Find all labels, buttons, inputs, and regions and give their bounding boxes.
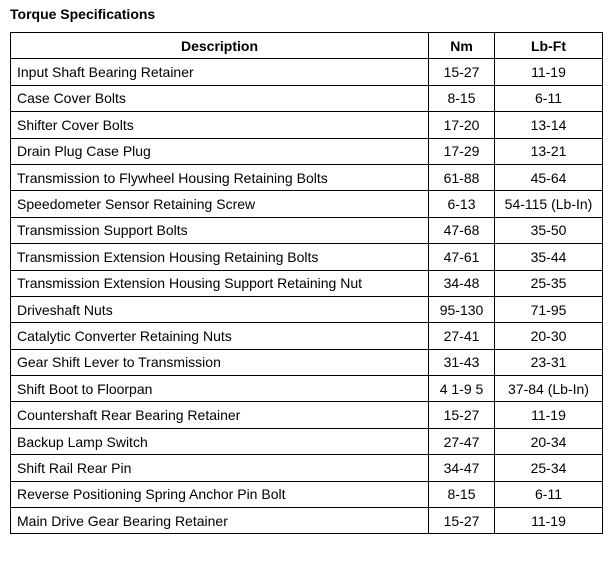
cell-description: Transmission Extension Housing Retaining Bolts [11,244,429,270]
cell-lbft: 13-14 [495,112,603,138]
table-row [11,270,603,296]
cell-lbft: 11-19 [495,508,603,534]
cell-nm: 34-48 [429,270,495,296]
cell-nm: 47-61 [429,244,495,270]
table-row [11,428,603,454]
cell-lbft: 71-95 [495,296,603,322]
cell-lbft: 13-21 [495,138,603,164]
cell-description: Catalytic Converter Retaining Nuts [11,323,429,349]
cell-description: Drain Plug Case Plug [11,138,429,164]
table-row [11,112,603,138]
table-row [11,323,603,349]
cell-description: Main Drive Gear Bearing Retainer [11,508,429,534]
cell-description: Countershaft Rear Bearing Retainer [11,402,429,428]
cell-lbft: 20-34 [495,428,603,454]
cell-lbft: 11-19 [495,59,603,85]
cell-description: Input Shaft Bearing Retainer [11,59,429,85]
table-row [11,138,603,164]
cell-nm: 27-47 [429,428,495,454]
table-row [11,164,603,190]
header-lbft: Lb-Ft [495,33,603,59]
cell-nm: 27-41 [429,323,495,349]
cell-lbft: 6-11 [495,85,603,111]
cell-lbft: 45-64 [495,164,603,190]
table-row [11,191,603,217]
table-row [11,349,603,375]
cell-description: Gear Shift Lever to Transmission [11,349,429,375]
header-description: Description [11,33,429,59]
cell-lbft: 25-35 [495,270,603,296]
table-row [11,376,603,402]
table-row [11,244,603,270]
table-row [11,402,603,428]
cell-description: Transmission to Flywheel Housing Retaining Bolts [11,164,429,190]
table-row [11,217,603,243]
table-row [11,59,603,85]
cell-lbft: 20-30 [495,323,603,349]
cell-nm: 4 1-9 5 [429,376,495,402]
cell-nm: 15-27 [429,59,495,85]
cell-description: Transmission Extension Housing Support Retaining Nut [11,270,429,296]
cell-lbft: 35-50 [495,217,603,243]
cell-nm: 61-88 [429,164,495,190]
cell-nm: 95-130 [429,296,495,322]
cell-lbft: 37-84 (Lb-In) [495,376,603,402]
cell-nm: 8-15 [429,85,495,111]
cell-lbft: 6-11 [495,481,603,507]
cell-nm: 17-20 [429,112,495,138]
cell-nm: 34-47 [429,455,495,481]
cell-lbft: 54-115 (Lb-In) [495,191,603,217]
table-row [11,296,603,322]
table-row [11,85,603,111]
cell-nm: 47-68 [429,217,495,243]
cell-nm: 15-27 [429,402,495,428]
cell-nm: 6-13 [429,191,495,217]
header-nm: Nm [429,33,495,59]
torque-spec-table [10,32,603,534]
cell-description: Shift Rail Rear Pin [11,455,429,481]
cell-description: Transmission Support Bolts [11,217,429,243]
page-title: Torque Specifications [10,6,156,22]
cell-nm: 31-43 [429,349,495,375]
cell-description: Speedometer Sensor Retaining Screw [11,191,429,217]
cell-description: Backup Lamp Switch [11,428,429,454]
cell-description: Case Cover Bolts [11,85,429,111]
cell-description: Shift Boot to Floorpan [11,376,429,402]
cell-lbft: 23-31 [495,349,603,375]
table-row [11,481,603,507]
cell-lbft: 11-19 [495,402,603,428]
cell-lbft: 35-44 [495,244,603,270]
cell-nm: 15-27 [429,508,495,534]
cell-description: Reverse Positioning Spring Anchor Pin Bolt [11,481,429,507]
table-header-row [11,33,603,59]
cell-nm: 17-29 [429,138,495,164]
table-row [11,455,603,481]
cell-description: Driveshaft Nuts [11,296,429,322]
cell-description: Shifter Cover Bolts [11,112,429,138]
table-row [11,508,603,534]
cell-lbft: 25-34 [495,455,603,481]
cell-nm: 8-15 [429,481,495,507]
